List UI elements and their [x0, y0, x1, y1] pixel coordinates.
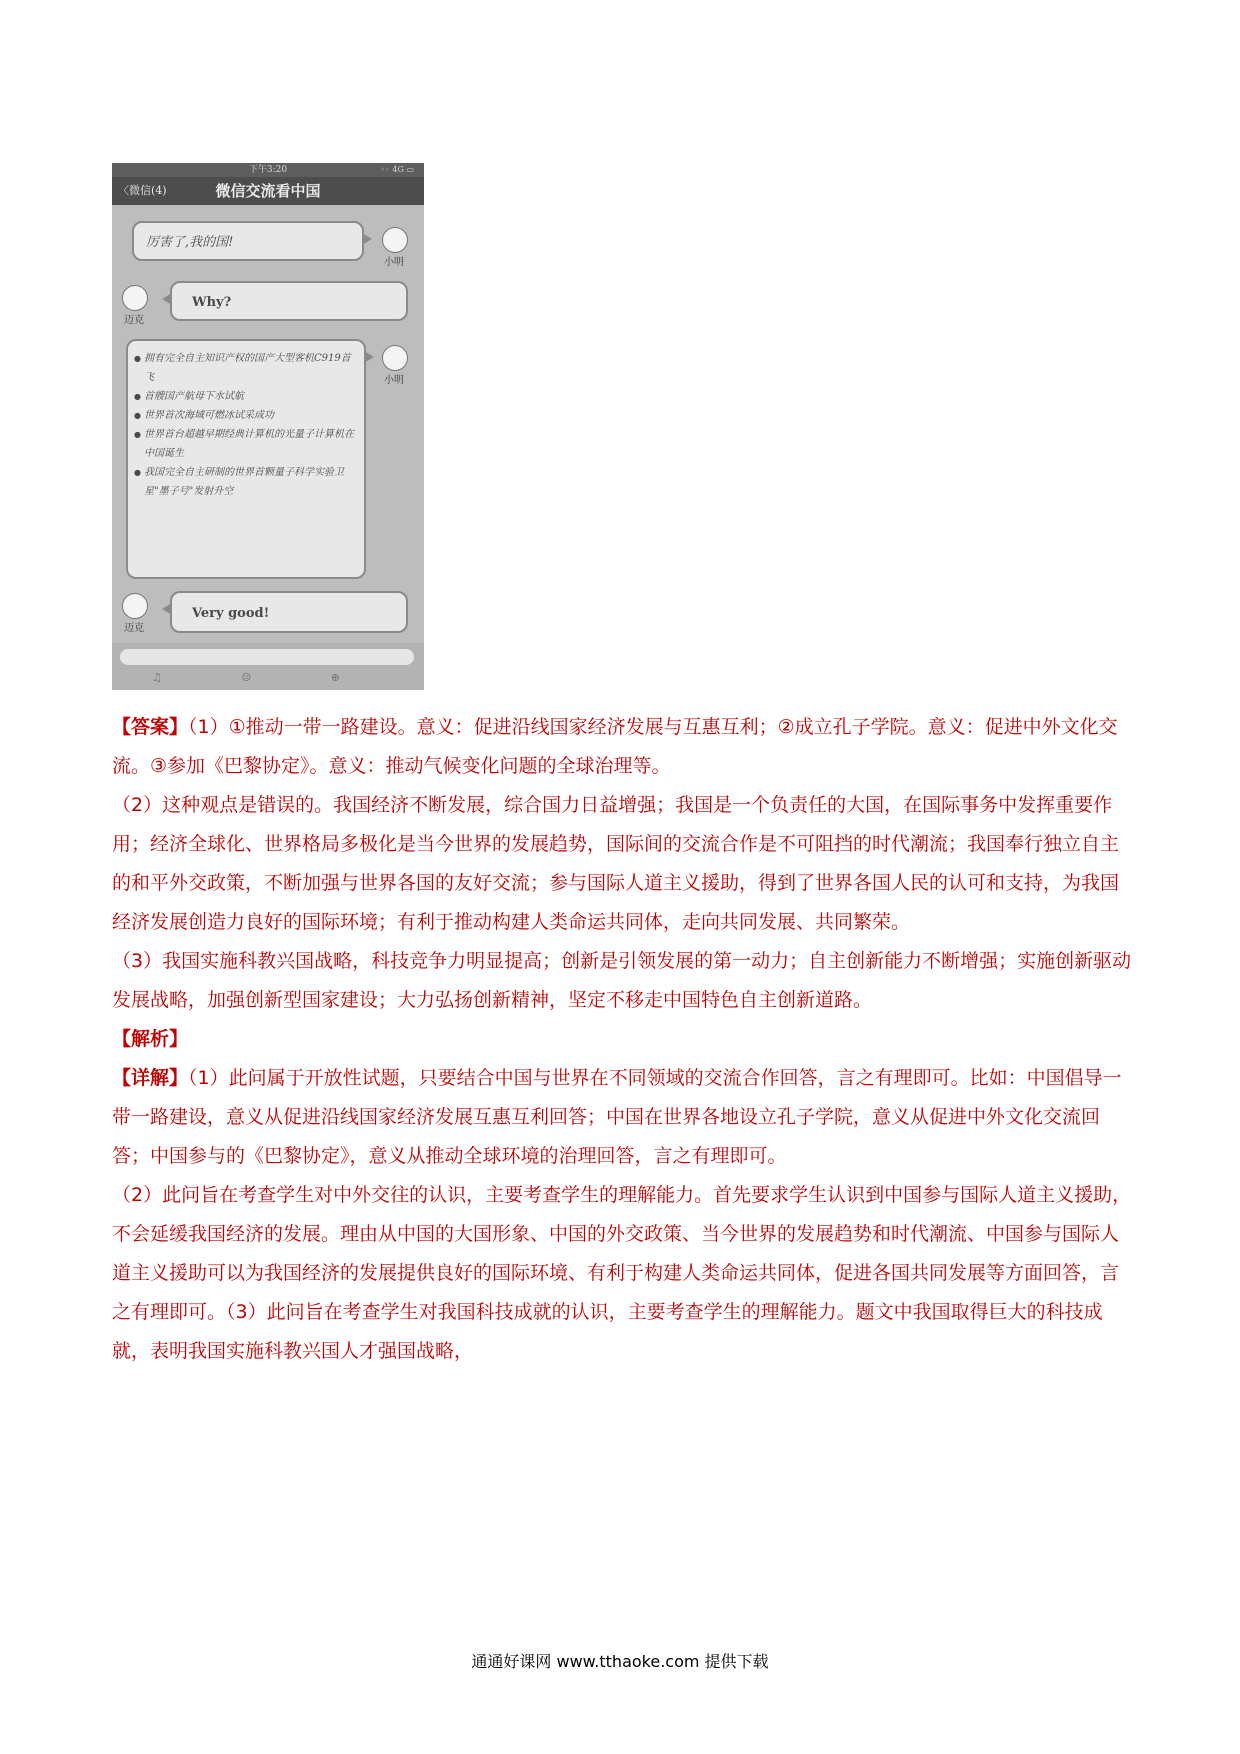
analysis-heading [112, 1020, 1132, 1059]
wechat-screenshot-image [112, 163, 424, 690]
avatar-mike [122, 285, 148, 311]
list-item: ● 世界首台超越早期经典计算机的光量子计算机在中国诞生 [134, 425, 356, 463]
back-label: 〈微信(4) [118, 184, 167, 197]
phone-status-bar [112, 163, 424, 177]
chat-title: 微信交流看中国 [215, 182, 321, 200]
chat-bubble-xiaoming-2 [126, 339, 366, 579]
chat-bubble-text: 厉害了,我的国! [146, 235, 234, 250]
avatar-xiaoming [382, 227, 408, 253]
detail-text-1: （1）此问属于开放性试题，只要结合中国与世界在不同领域的交流合作回答，言之有理即可。比如：中国倡导一带一路建设，意义从促进沿线国家经济发展互惠互利回答；中国在世界各地设立孔子学院，意义从促进中外文化交流回答；中国参与的《巴黎协定》，意义从推动全球环境的治理回答，言之有理即可。 [112, 1067, 1122, 1167]
avatar-name: 小明 [384, 257, 404, 268]
list-item: ● 世界首次海域可燃冰试采成功 [134, 406, 356, 425]
avatar-mike [122, 593, 148, 619]
chat-nav-bar [112, 177, 424, 205]
answer-paragraph-1 [112, 708, 1132, 786]
input-toolbar-icons: ♫ ☺ ⊕ [152, 671, 378, 684]
avatar-name: 迈克 [124, 623, 144, 634]
chat-bubble-mike-2 [170, 591, 408, 633]
answer-content [112, 708, 1132, 1371]
page-footer: 通通好课网 www.tthaoke.com 提供下载 [471, 1652, 769, 1671]
detail-paragraph-1 [112, 1059, 1132, 1176]
answer-paragraph-3: （3）我国实施科教兴国战略，科技竞争力明显提高；创新是引领发展的第一动力；自主创新能力不断增强；实施创新驱动发展战略，加强创新型国家建设；大力弘扬创新精神，坚定不移走中国特色自主创新道路。 [112, 950, 1132, 1011]
list-item: ● 拥有完全自主知识产权的国产大型客机C919首飞 [134, 349, 356, 387]
avatar-xiaoming [382, 345, 408, 371]
chat-bubble-xiaoming-1 [132, 221, 364, 261]
detail-paragraph-2: （2）此问旨在考查学生对中外交往的认识，主要考查学生的理解能力。首先要求学生认识到中国参与国际人道主义援助，不会延缓我国经济的发展。理由从中国的大国形象、中国的外交政策、当今世界的发展趋势和时代潮流、中国参与国际人道主义援助可以为我国经济的发展提供良好的国际环境、有利于构建人类命运共同体，促进各国共同发展等方面回答，言之有理即可。（3）此问旨在考查学生对我国科技成就的认识，主要考查学生的理解能力。题文中我国取得巨大的科技成就，表明我国实施科教兴国人才强国战略， [112, 1184, 1132, 1362]
chat-bubble-text: Why? [192, 295, 232, 310]
answer-paragraph-2: （2）这种观点是错误的。我国经济不断发展，综合国力日益增强；我国是一个负责任的大国，在国际事务中发挥重要作用；经济全球化、世界格局多极化是当今世界的发展趋势，国际间的交流合作是不可阻挡的时代潮流；我国奉行独立自主的和平外交政策，不断加强与世界各国的友好交流；参与国际人道主义援助，得到了世界各国人民的认可和支持，为我国经济发展创造力良好的国际环境；有利于推动构建人类命运共同体，走向共同发展、共同繁荣。 [112, 794, 1120, 933]
list-item: ● 我国完全自主研制的世界首颗量子科学实验卫星"墨子号"发射升空 [134, 463, 356, 501]
chat-input-bar [112, 643, 424, 690]
status-time: 下午3:20 [248, 165, 288, 175]
signal-icon: ◦◦ 4G ▭ [380, 165, 414, 174]
answer-tag: 【答案】 [112, 716, 189, 738]
chat-input-field [120, 649, 414, 665]
answer-text-1: （1）①推动一带一路建设。意义：促进沿线国家经济发展与互惠互利；②成立孔子学院。意义：促进中外文化交流。③参加《巴黎协定》。意义：推动气候变化问题的全球治理等。 [112, 716, 1118, 777]
avatar-name: 迈克 [124, 315, 144, 326]
chat-bubble-mike-1 [170, 281, 408, 321]
analysis-tag: 【解析】 [112, 1028, 189, 1050]
achievement-list [134, 349, 356, 501]
detail-tag: 【详解】 [112, 1067, 189, 1089]
chat-bubble-text: Very good! [192, 606, 270, 621]
list-item: ● 首艘国产航母下水试航 [134, 387, 356, 406]
avatar-name: 小明 [384, 375, 404, 386]
